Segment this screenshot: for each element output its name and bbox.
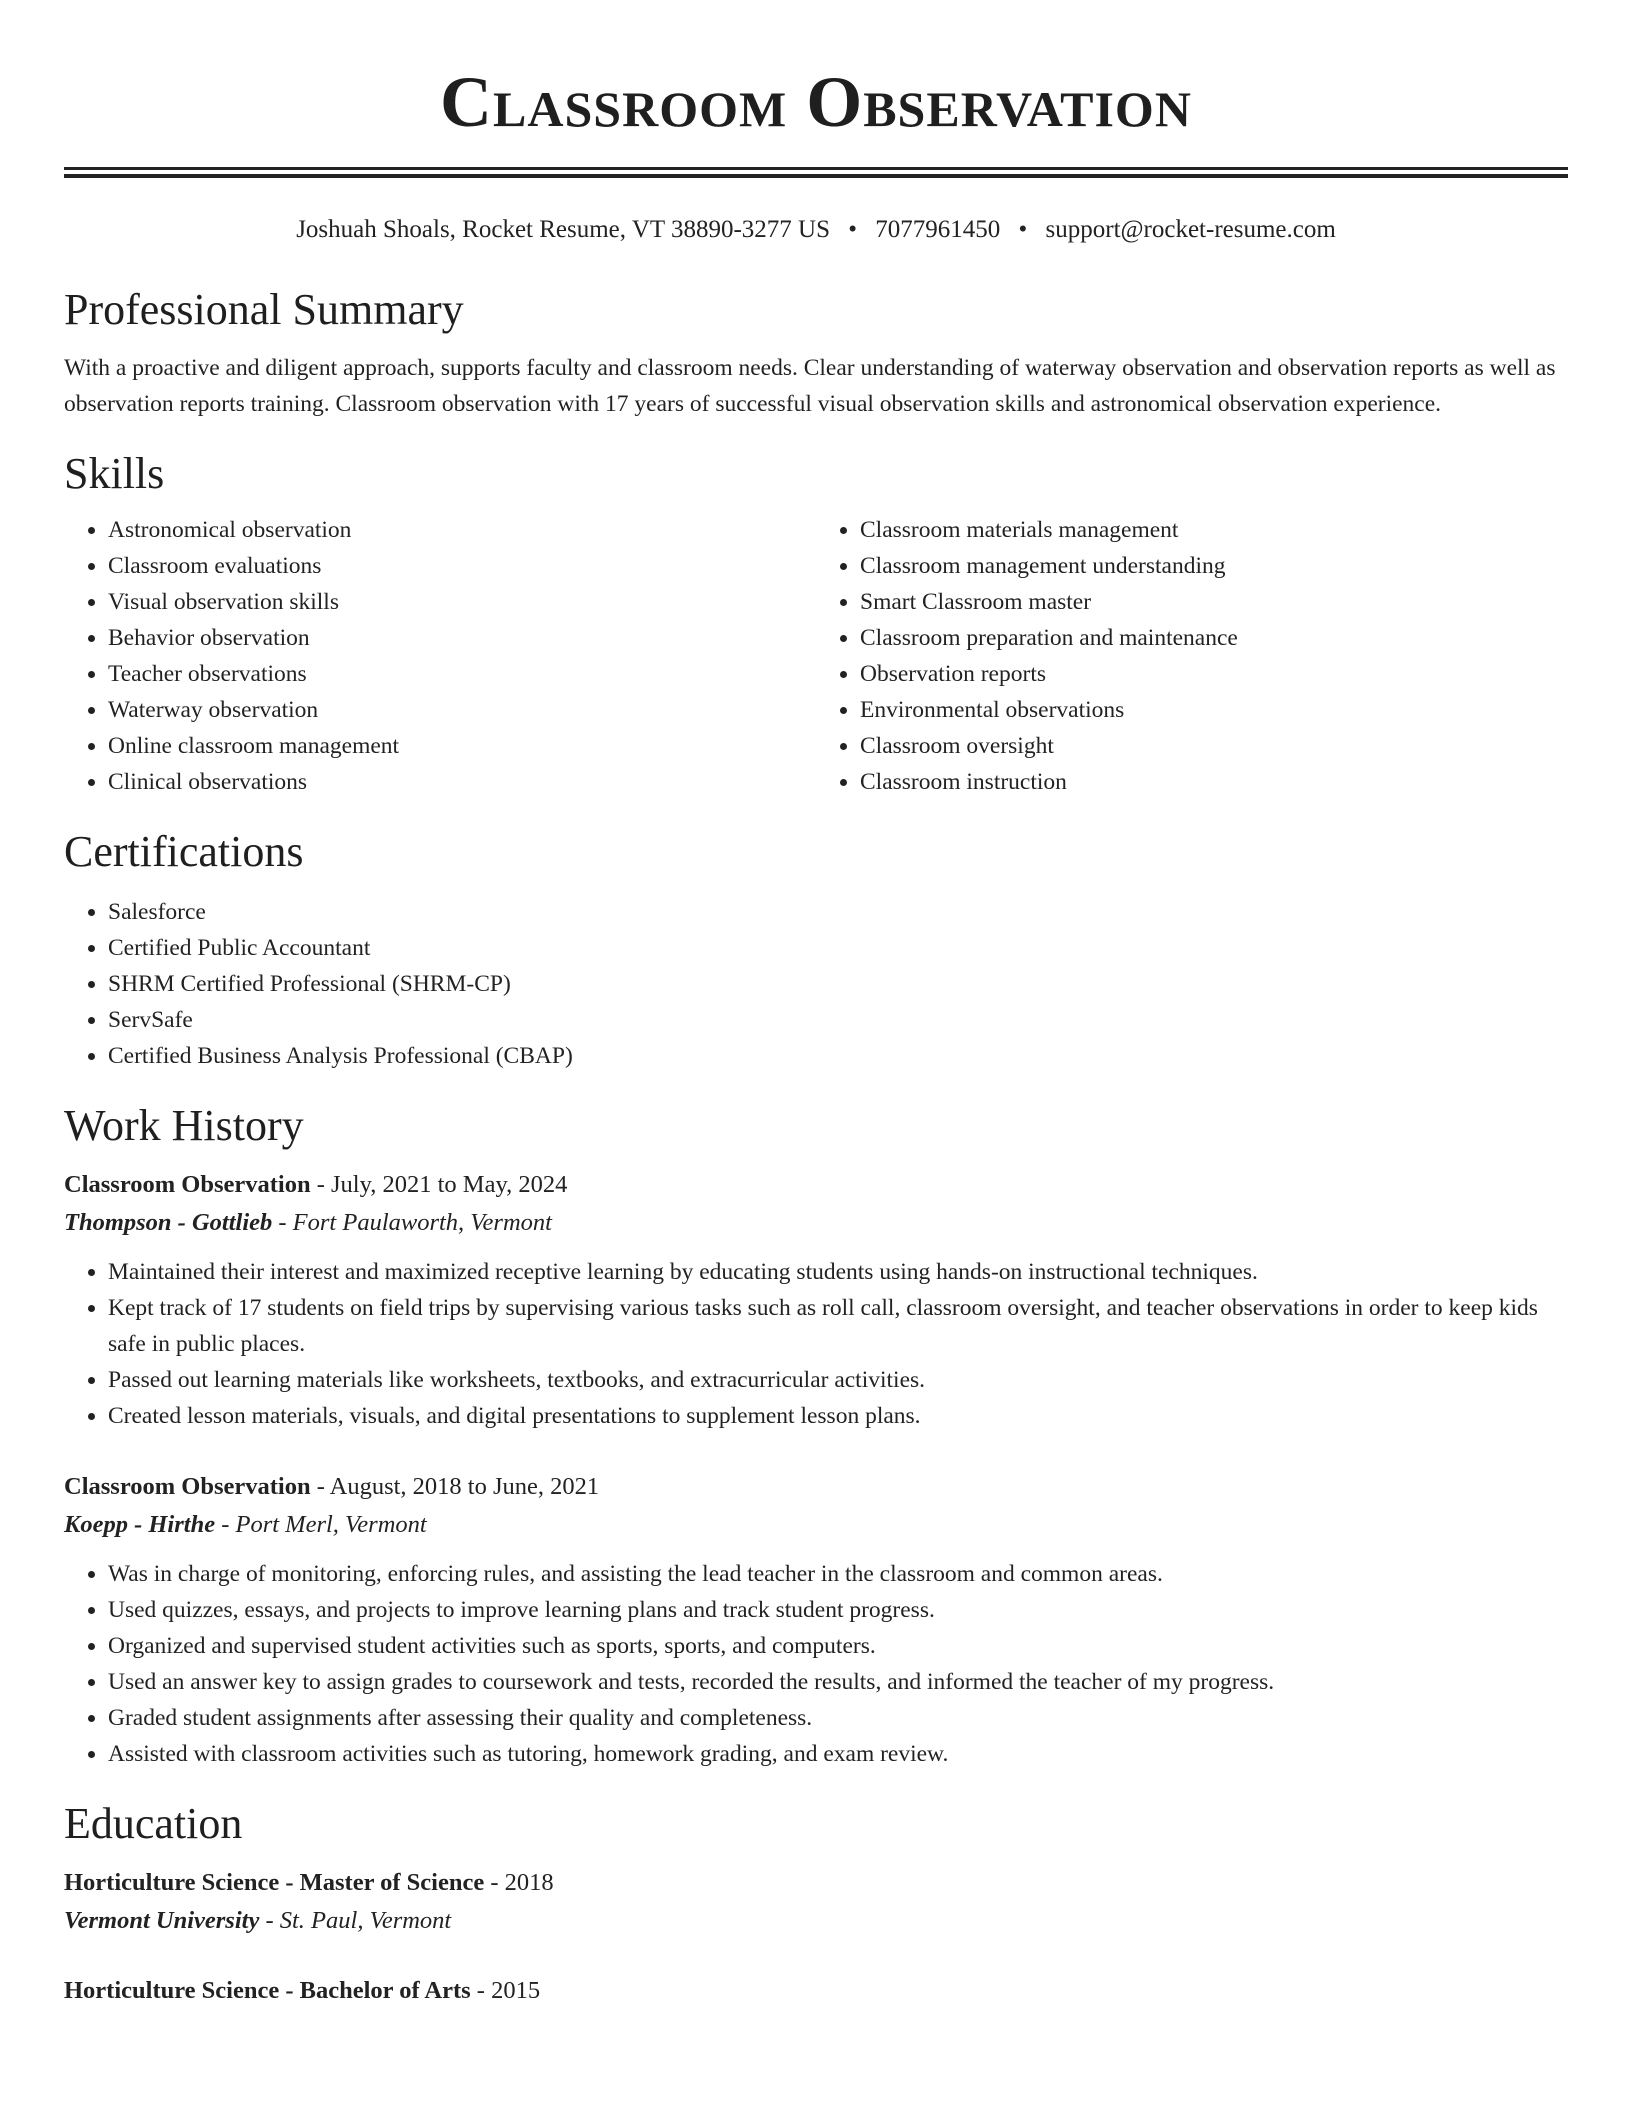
education-location: - St. Paul, Vermont [259, 1907, 452, 1934]
skill-item: • Waterway observation [108, 692, 816, 728]
contact-separator: • [1018, 216, 1028, 243]
skill-item: • Smart Classroom master [860, 584, 1568, 620]
job-bullet: • Passed out learning materials like worksheets, textbooks, and extracurricular activities. [108, 1362, 1568, 1398]
skill-item: • Classroom oversight [860, 728, 1568, 764]
job-bullet: • Maintained their interest and maximized receptive learning by educating students using hands-on instructional techniques. [108, 1254, 1568, 1290]
skill-item: • Classroom instruction [860, 764, 1568, 800]
skill-item: • Visual observation skills [108, 584, 816, 620]
job-bullet: • Assisted with classroom activities such as tutoring, homework grading, and exam review. [108, 1736, 1568, 1772]
skill-item: • Classroom materials management [860, 512, 1568, 548]
certifications-heading: Certifications [64, 827, 304, 876]
education-degree: Horticulture Science - Master of Science [64, 1869, 485, 1896]
job-bullets [64, 1254, 1568, 1434]
job-company: Koepp - Hirthe [64, 1511, 216, 1538]
certification-item: • SHRM Certified Professional (SHRM-CP) [108, 966, 1568, 1002]
job-title-line [64, 1166, 1568, 1204]
job-bullet: • Organized and supervised student activities such as sports, sports, and computers. [108, 1628, 1568, 1664]
education-school: Vermont University [64, 1907, 260, 1934]
education-year: - 2018 [484, 1869, 554, 1896]
job-title: Classroom Observation [64, 1171, 311, 1198]
skills-list [64, 512, 1568, 800]
skill-item: • Observation reports [860, 656, 1568, 692]
job-company: Thompson - Gottlieb [64, 1209, 273, 1236]
job-bullet: • Was in charge of monitoring, enforcing rules, and assisting the lead teacher in the classroom and common areas. [108, 1556, 1568, 1592]
skill-item: • Environmental observations [860, 692, 1568, 728]
job-entry [64, 1166, 1568, 1434]
summary-heading: Professional Summary [64, 285, 464, 334]
job-bullet: • Used an answer key to assign grades to coursework and tests, recorded the results, and informed the teacher of my progress. [108, 1664, 1568, 1700]
certification-item: • Certified Business Analysis Professional (CBAP) [108, 1038, 1568, 1074]
skills-column-left [64, 512, 816, 800]
job-bullet: • Used quizzes, essays, and projects to improve learning plans and track student progress. [108, 1592, 1568, 1628]
education-entry [64, 1972, 1568, 2010]
job-dates: - July, 2021 to May, 2024 [310, 1171, 568, 1198]
contact-phone: 7077961450 [875, 216, 1001, 243]
title-divider [64, 167, 1568, 170]
job-company-line [64, 1506, 1568, 1544]
skills-column-right [816, 512, 1568, 800]
education-degree-line [64, 1864, 1568, 1902]
contact-line [64, 214, 1568, 246]
skill-item: • Classroom evaluations [108, 548, 816, 584]
job-company-line [64, 1204, 1568, 1242]
certification-item: • Certified Public Accountant [108, 930, 1568, 966]
work-history-heading: Work History [64, 1101, 304, 1150]
education-degree: Horticulture Science - Bachelor of Arts [64, 1977, 471, 2004]
job-entry [64, 1468, 1568, 1772]
skill-item: • Teacher observations [108, 656, 816, 692]
job-location: - Port Merl, Vermont [215, 1511, 427, 1538]
certification-item: • ServSafe [108, 1002, 1568, 1038]
summary-text: With a proactive and diligent approach, supports faculty and classroom needs. Clear understanding of waterway observation and observation reports as well as observation reports training. Classroom observation with 17 years of successful visual observation skills and astronomical observation experience. [64, 355, 1556, 417]
education-degree-line [64, 1972, 1568, 2010]
certification-item: • Salesforce [108, 894, 1568, 930]
education-school-line [64, 1902, 1568, 1940]
job-bullet: • Kept track of 17 students on field trips by supervising various tasks such as roll call, classroom oversight, and teacher observations in order to keep kids safe in public places. [108, 1290, 1568, 1362]
education-heading: Education [64, 1799, 243, 1848]
skill-item: • Classroom preparation and maintenance [860, 620, 1568, 656]
contact-address: Joshuah Shoals, Rocket Resume, VT 38890-3277 US [296, 216, 830, 243]
job-title-line [64, 1468, 1568, 1506]
job-bullet: • Created lesson materials, visuals, and digital presentations to supplement lesson plans. [108, 1398, 1568, 1434]
job-location: - Fort Paulaworth, Vermont [272, 1209, 552, 1236]
education-year: - 2015 [470, 1977, 541, 2004]
skill-item: • Clinical observations [108, 764, 816, 800]
skill-item: • Classroom management understanding [860, 548, 1568, 584]
contact-email: support@rocket-resume.com [1045, 216, 1336, 243]
skill-item: • Astronomical observation [108, 512, 816, 548]
skill-item: • Behavior observation [108, 620, 816, 656]
job-bullet: • Graded student assignments after assessing their quality and completeness. [108, 1700, 1568, 1736]
job-title: Classroom Observation [64, 1473, 311, 1500]
skills-heading: Skills [64, 449, 165, 498]
job-bullets [64, 1556, 1568, 1772]
certifications-list [64, 894, 1568, 1074]
contact-separator: • [848, 216, 857, 243]
skill-item: • Online classroom management [108, 728, 816, 764]
job-dates: - August, 2018 to June, 2021 [310, 1473, 600, 1500]
resume-title: Classroom Observation [440, 62, 1192, 142]
education-entry [64, 1864, 1568, 1940]
